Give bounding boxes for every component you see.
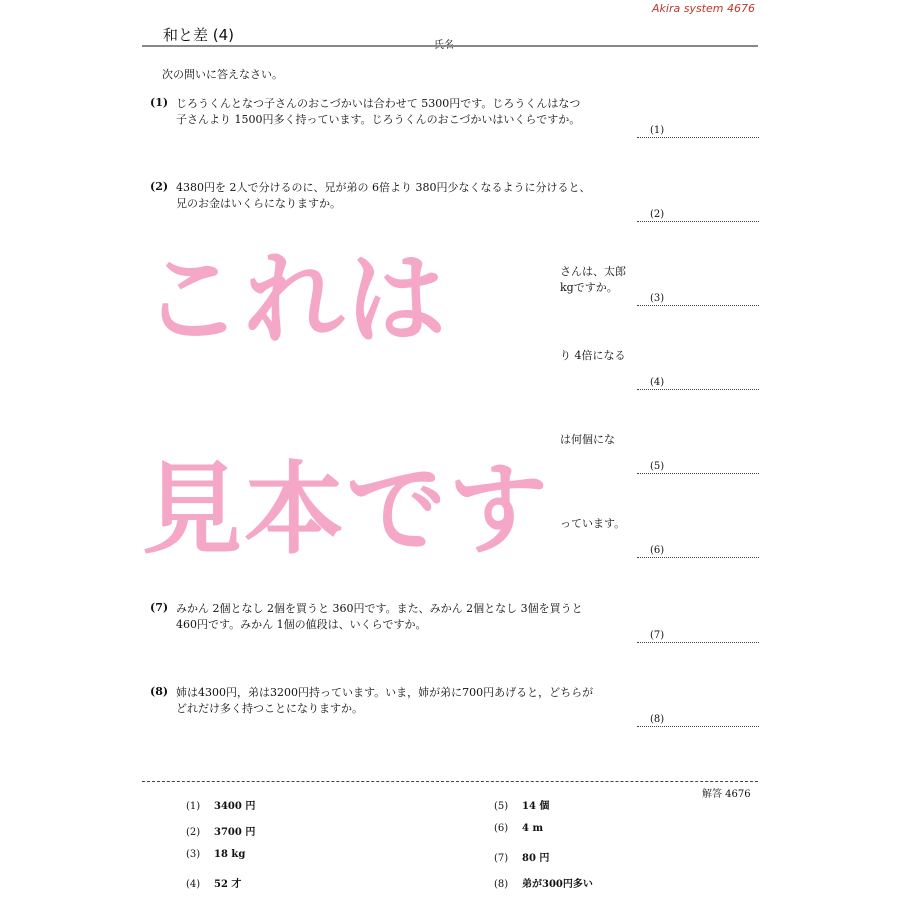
question-text: 4380円を 2人で分けるのに、兄が弟の 6倍より 380円少なくなるように分けると、 兄のお金はいくらになりますか。 — [176, 181, 591, 210]
answer-field[interactable] — [637, 122, 759, 138]
answer-key-number: (5) — [494, 801, 509, 812]
name-label: 氏名 — [434, 40, 454, 51]
answer-key-item — [494, 875, 593, 890]
question-text: さんは、太郎 kgですか。 — [560, 265, 626, 294]
answer-field[interactable] — [637, 627, 759, 643]
answer-label: (8) — [650, 714, 665, 725]
answer-field[interactable] — [637, 458, 759, 474]
answer-key-number: (8) — [494, 879, 509, 890]
answer-label: (7) — [650, 630, 665, 641]
answer-field[interactable] — [637, 206, 759, 222]
question-text: は何個にな — [560, 433, 615, 446]
brand-label: Akira system 4676 — [652, 2, 755, 15]
answer-field[interactable] — [637, 542, 759, 558]
answer-key-number: (2) — [186, 827, 201, 838]
question-text: り 4倍になる — [560, 349, 626, 362]
answer-key-item — [494, 823, 543, 834]
answer-label: (6) — [650, 545, 665, 556]
worksheet-title: 和と差 (4) — [163, 26, 235, 44]
answer-label: (4) — [650, 377, 665, 388]
answer-key-item — [186, 823, 255, 838]
answer-key-item — [186, 875, 241, 890]
answer-field[interactable] — [637, 711, 759, 727]
answer-key-number: (3) — [186, 849, 201, 860]
answer-key-item — [186, 797, 255, 812]
question-text: じろうくんとなつ子さんのおこづかいは合わせて 5300円です。じろうくんはなつ 子さんより 1500円多く持っています。じろうくんのおこづかいはいくらですか。 — [176, 97, 581, 126]
answer-key-number: (7) — [494, 853, 509, 864]
question-text: っています。 — [560, 517, 626, 530]
answer-key-value: 4 m — [522, 823, 544, 834]
answer-key-value: 80 円 — [522, 853, 550, 864]
answer-label: (3) — [650, 293, 665, 304]
question-text: 姉は4300円，弟は3200円持っています。いま，姉が弟に700円あげると，どちらが どれだけ多く持つことになりますか。 — [176, 686, 594, 715]
answer-key-value: 18 kg — [214, 849, 246, 860]
question-text: みかん 2個となし 2個を買うと 360円です。また、みかん 2個となし 3個を買うと 460円です。みかん 1個の値段は、いくらですか。 — [176, 602, 583, 631]
instruction-text: 次の問いに答えなさい。 — [162, 68, 283, 81]
answer-label: (2) — [650, 209, 665, 220]
answer-key-item — [494, 797, 549, 812]
watermark-line: 見本です — [142, 451, 550, 568]
answer-key-item — [186, 849, 245, 860]
header-divider — [142, 45, 758, 47]
answer-key-value: 3700 円 — [214, 827, 256, 838]
answer-key-number: (4) — [186, 879, 201, 890]
answer-field[interactable] — [637, 374, 759, 390]
answer-key-value: 3400 円 — [214, 801, 256, 812]
question-number: (2) — [150, 180, 169, 193]
question-number: (7) — [150, 601, 169, 614]
answer-key-item — [494, 849, 549, 864]
answer-key-value: 52 才 — [214, 879, 242, 890]
answer-key-value: 弟が300円多い — [522, 879, 593, 890]
answer-key-number: (6) — [494, 823, 509, 834]
question-number: (8) — [150, 685, 169, 698]
answer-label: (5) — [650, 461, 665, 472]
answer-key-title: 解答 4676 — [702, 789, 751, 800]
watermark-line: これは — [142, 241, 448, 358]
answer-label: (1) — [650, 125, 665, 136]
answer-key-number: (1) — [186, 801, 201, 812]
question-number: (1) — [150, 96, 169, 109]
cut-line — [142, 781, 758, 782]
answer-key-value: 14 個 — [522, 801, 550, 812]
answer-field[interactable] — [637, 290, 759, 306]
